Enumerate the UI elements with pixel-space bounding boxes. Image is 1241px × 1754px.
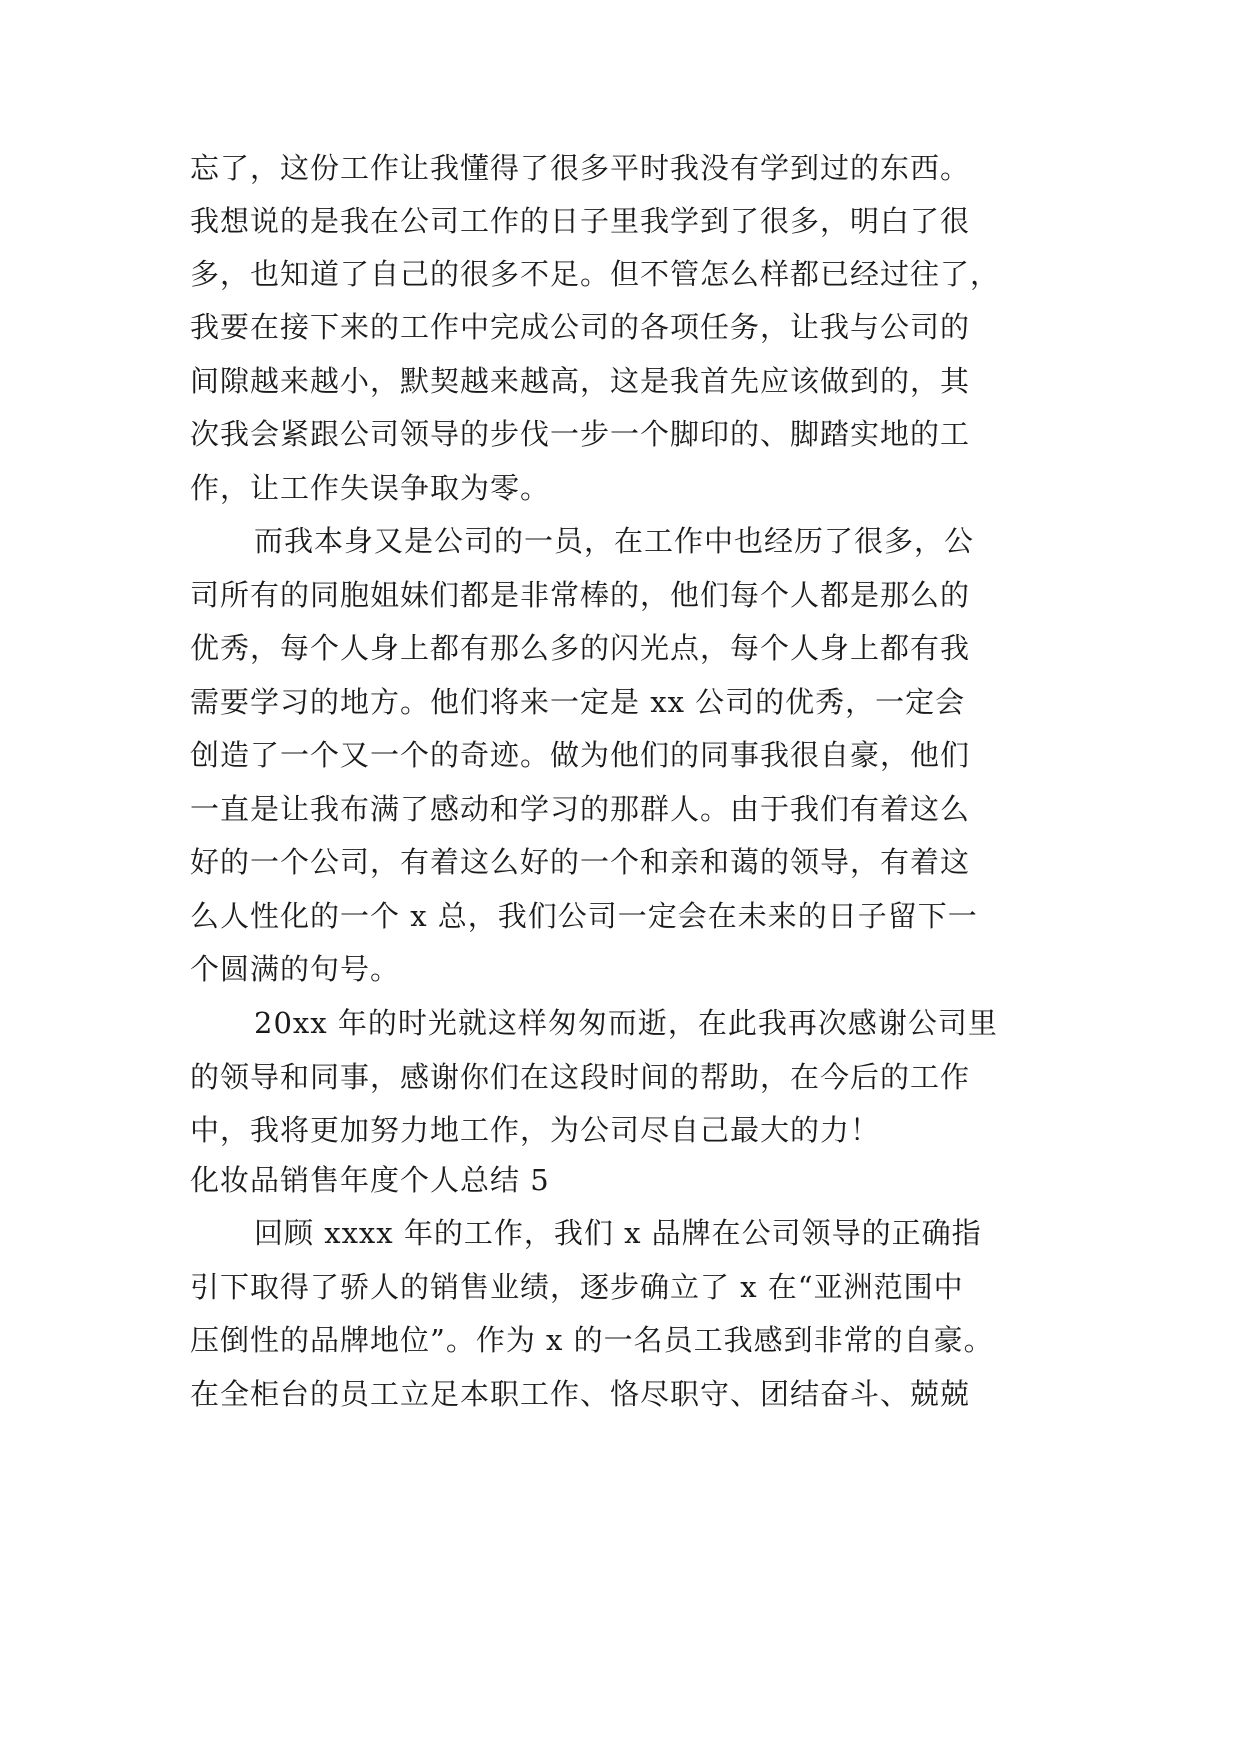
paragraph-first-line: 20xx 年的时光就这样匆匆而逝，在此我再次感谢公司里 xyxy=(254,1006,998,1040)
text-line: 我想说的是我在公司工作的日子里我学到了很多，明白了很 xyxy=(190,204,971,238)
text-line: 么人性化的一个 x 总，我们公司一定会在未来的日子留下一 xyxy=(190,899,978,933)
text-line: 压倒性的品牌地位”。作为 x 的一名员工我感到非常的自豪。 xyxy=(190,1323,994,1357)
text-line: 中，我将更加努力地工作，为公司尽自己最大的力！ xyxy=(190,1113,881,1147)
text-line: 次我会紧跟公司领导的步伐一步一个脚印的、脚踏实地的工 xyxy=(190,417,971,451)
paragraph-first-line: 而我本身又是公司的一员，在工作中也经历了很多，公 xyxy=(254,524,975,558)
text-line: 需要学习的地方。他们将来一定是 xx 公司的优秀，一定会 xyxy=(190,685,966,719)
text-line: 一直是让我布满了感动和学习的那群人。由于我们有着这么 xyxy=(190,792,971,826)
text-line: 引下取得了骄人的销售业绩，逐步确立了 x 在“亚洲范围中 xyxy=(190,1270,964,1304)
text-line: 在全柜台的员工立足本职工作、恪尽职守、团结奋斗、兢兢 xyxy=(190,1377,971,1411)
text-line: 我要在接下来的工作中完成公司的各项任务，让我与公司的 xyxy=(190,310,971,344)
text-line: 的领导和同事，感谢你们在这段时间的帮助，在今后的工作 xyxy=(190,1060,971,1094)
text-line: 多，也知道了自己的很多不足。但不管怎么样都已经过往了， xyxy=(190,257,1001,291)
text-line: 好的一个公司，有着这么好的一个和亲和蔼的领导，有着这 xyxy=(190,845,971,879)
text-line: 个圆满的句号。 xyxy=(190,952,401,986)
text-line: 创造了一个又一个的奇迹。做为他们的同事我很自豪，他们 xyxy=(190,738,971,772)
paragraph-first-line: 回顾 xxxx 年的工作，我们 x 品牌在公司领导的正确指 xyxy=(254,1216,982,1250)
section-heading: 化妆品销售年度个人总结 5 xyxy=(190,1163,550,1197)
text-line: 间隙越来越小，默契越来越高，这是我首先应该做到的，其 xyxy=(190,364,971,398)
text-line: 忘了，这份工作让我懂得了很多平时我没有学到过的东西。 xyxy=(190,151,971,185)
text-line: 作，让工作失误争取为零。 xyxy=(190,471,551,505)
text-line: 优秀，每个人身上都有那么多的闪光点，每个人身上都有我 xyxy=(190,631,971,665)
text-line: 司所有的同胞姐妹们都是非常棒的，他们每个人都是那么的 xyxy=(190,578,971,612)
